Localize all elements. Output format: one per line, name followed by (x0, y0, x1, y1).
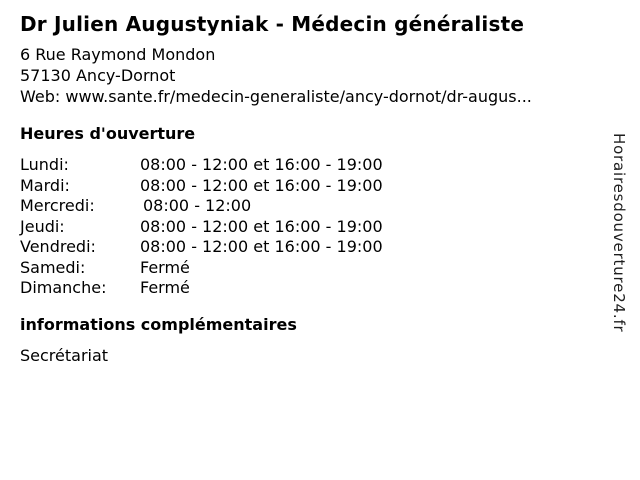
hours-row-sunday (20, 278, 596, 299)
address-line-2: 57130 Ancy-Dornot (20, 66, 176, 85)
day-hours: Fermé (140, 257, 190, 277)
hours-row-wednesday (20, 196, 596, 217)
day-label: Dimanche: (20, 278, 107, 297)
hours-row-saturday (20, 258, 596, 279)
address-line-1: 6 Rue Raymond Mondon (20, 45, 216, 64)
watermark-site-name: Horairesdouverture24.fr (610, 133, 628, 333)
hours-row-tuesday (20, 176, 596, 197)
hours-row-monday (20, 155, 596, 176)
day-label: Lundi: (20, 155, 69, 174)
hours-row-thursday (20, 217, 596, 238)
opening-hours-heading: Heures d'ouverture (20, 124, 196, 143)
day-label: Mardi: (20, 175, 70, 195)
day-hours: Fermé (140, 278, 190, 297)
day-label: Samedi: (20, 257, 86, 277)
opening-hours-table (20, 155, 596, 299)
day-hours: 08:00 - 12:00 et 16:00 - 19:00 (140, 216, 383, 236)
day-hours: 08:00 - 12:00 et 16:00 - 19:00 (140, 155, 383, 174)
website-line: Web: www.sante.fr/medecin-generaliste/ancy-dornot/dr-augus... (20, 87, 532, 106)
additional-info-text: Secrétariat (20, 345, 109, 365)
day-label: Mercredi: (20, 196, 95, 215)
day-label: Jeudi: (20, 216, 65, 236)
page-title: Dr Julien Augustyniak - Médecin généraliste (20, 12, 525, 36)
day-hours: 08:00 - 12:00 et 16:00 - 19:00 (140, 237, 383, 256)
address-block (20, 44, 596, 107)
day-hours: 08:00 - 12:00 et 16:00 - 19:00 (140, 175, 383, 195)
additional-info-heading: informations complémentaires (20, 314, 297, 334)
day-label: Vendredi: (20, 237, 96, 256)
day-hours: 08:00 - 12:00 (143, 196, 252, 215)
hours-row-friday (20, 237, 596, 258)
